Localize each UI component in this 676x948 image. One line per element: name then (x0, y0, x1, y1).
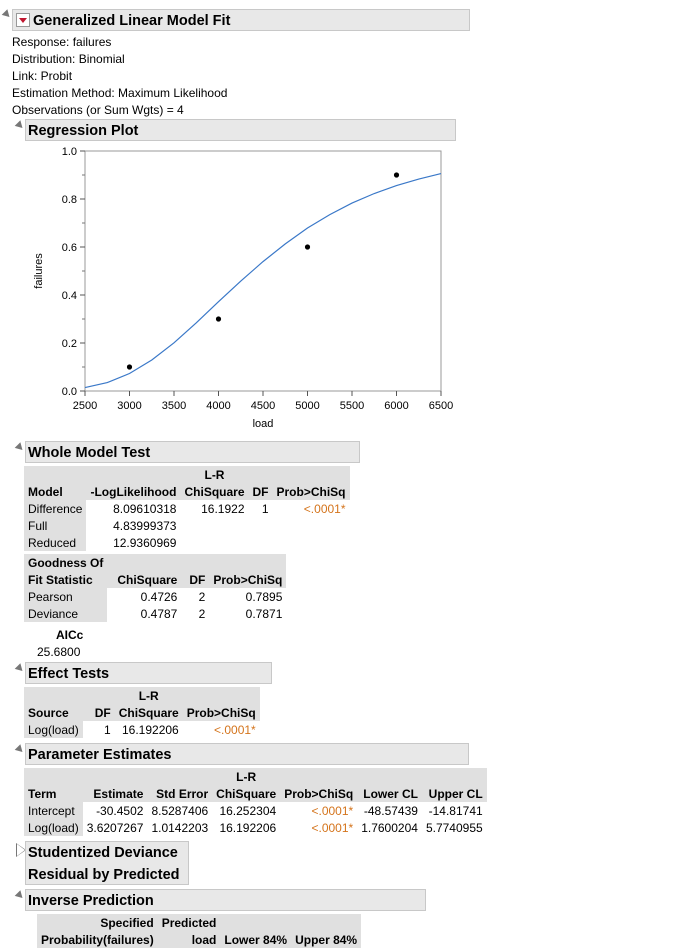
row-label: Deviance (24, 605, 107, 622)
cell-pvalue: <.0001* (303, 501, 346, 516)
studentized-title-line1: Studentized Deviance (28, 845, 178, 861)
col-chisq: ChiSquare (107, 571, 181, 588)
cell-pvalue: <.0001* (214, 722, 256, 737)
info-distribution: Distribution: Binomial (12, 52, 125, 66)
col-chisq: ChiSquare (115, 704, 183, 721)
y-tick-label: 0.2 (61, 338, 77, 350)
cell: 3.6207267 (86, 820, 144, 835)
row-label: Log(load) (24, 819, 83, 836)
col-df: DF (181, 571, 209, 588)
regression-plot (0, 140, 476, 435)
cell: 5.7740955 (425, 820, 483, 835)
table-row (24, 802, 487, 819)
row-label: Full (24, 517, 86, 534)
data-point (216, 316, 221, 321)
table-row (24, 500, 350, 517)
disclosure-open-icon[interactable] (2, 9, 13, 20)
parameter-estimates-header[interactable] (25, 743, 469, 765)
cell: 1 (104, 722, 111, 737)
cell: 0.4726 (140, 589, 178, 604)
col-df: DF (83, 704, 115, 721)
goodness-of-fit-table (24, 554, 286, 622)
y-tick-label: 0.8 (61, 194, 77, 206)
aicc-label: AICc (56, 628, 84, 642)
regression-plot-header[interactable] (25, 119, 456, 141)
lr-header: L-R (115, 687, 183, 704)
col-upper: Upper 84% (291, 931, 361, 948)
whole-model-table (24, 466, 350, 551)
cell: 0.4787 (140, 606, 178, 621)
x-tick-label: 5500 (339, 400, 365, 412)
disclosure-open-icon[interactable] (15, 890, 26, 901)
aicc-value: 25.6800 (37, 645, 81, 659)
col-fit-statistic: Fit Statistic (24, 571, 107, 588)
x-tick-label: 5000 (295, 400, 320, 412)
cell: 16.1922 (201, 501, 245, 516)
whole-model-test-header[interactable] (25, 441, 360, 463)
cell: 1.0142203 (151, 820, 209, 835)
col-model: Model (24, 483, 86, 500)
y-tick-label: 0.4 (61, 290, 77, 302)
x-tick-label: 4500 (250, 400, 276, 412)
disclosure-open-icon[interactable] (15, 744, 26, 755)
disclosure-open-icon[interactable] (15, 120, 26, 131)
inverse-prediction-table (37, 914, 361, 948)
cell: 16.192206 (121, 722, 179, 737)
table-row (24, 517, 350, 534)
row-label: Intercept (24, 802, 83, 819)
info-response: Response: failures (12, 35, 112, 49)
x-tick-label: 2500 (72, 400, 98, 412)
cell: 8.09610318 (113, 501, 177, 516)
col-predicted: Predicted (158, 914, 221, 931)
lr-header: L-R (212, 768, 280, 785)
cell: 12.9360969 (113, 535, 177, 550)
studentized-title-line2: Residual by Predicted (28, 867, 180, 883)
col-loglik: -LogLikelihood (86, 483, 180, 500)
disclosure-open-icon[interactable] (15, 442, 26, 453)
col-df: DF (249, 483, 273, 500)
y-tick-label: 0.0 (61, 386, 77, 398)
cell: -14.81741 (428, 803, 483, 818)
disclosure-closed-inner (17, 844, 25, 856)
x-tick-label: 3000 (117, 400, 142, 412)
lr-header: L-R (180, 466, 248, 483)
inverse-prediction-title: Inverse Prediction (28, 893, 154, 909)
table-row (24, 721, 260, 738)
red-triangle-menu-icon[interactable] (16, 13, 30, 27)
parameter-estimates-table (24, 768, 487, 836)
col-prob: Prob>ChiSq (209, 571, 286, 588)
row-label: Pearson (24, 588, 107, 605)
col-estimate: Estimate (83, 785, 148, 802)
effect-tests-table (24, 687, 260, 738)
plot-frame (85, 151, 441, 391)
cell: 0.7895 (245, 589, 283, 604)
col-load: load (158, 931, 221, 948)
info-link: Link: Probit (12, 69, 73, 83)
glm-fit-title: Generalized Linear Model Fit (33, 13, 231, 29)
whole-model-test-title: Whole Model Test (28, 445, 151, 461)
cell: 1.7600204 (361, 820, 418, 835)
regression-plot-svg (0, 140, 476, 435)
glm-fit-header[interactable] (12, 9, 470, 31)
cell: 2 (198, 589, 206, 604)
col-lower: Lower 84% (220, 931, 291, 948)
cell: -48.57439 (363, 803, 418, 818)
cell-pvalue: <.0001* (311, 820, 354, 835)
info-observations: Observations (or Sum Wgts) = 4 (12, 103, 184, 117)
cell: 8.5287406 (151, 803, 209, 818)
studentized-deviance-header[interactable] (25, 841, 189, 885)
table-row (24, 534, 350, 551)
col-lower-cl: Lower CL (357, 785, 422, 802)
x-tick-label: 6000 (384, 400, 409, 412)
inverse-prediction-header[interactable] (25, 889, 426, 911)
col-prob: Prob>ChiSq (280, 785, 357, 802)
col-chisq: ChiSquare (212, 785, 280, 802)
data-point (127, 364, 132, 369)
disclosure-open-icon[interactable] (15, 663, 26, 674)
cell: 1 (261, 501, 269, 516)
cell: 16.252304 (219, 803, 277, 818)
y-tick-label: 0.6 (61, 242, 77, 254)
row-label: Reduced (24, 534, 86, 551)
cell-pvalue: <.0001* (311, 803, 354, 818)
col-prob: Prob>ChiSq (273, 483, 350, 500)
data-point (305, 244, 310, 249)
table-row (24, 588, 286, 605)
cell: 4.83999373 (113, 518, 177, 533)
row-label: Log(load) (24, 721, 83, 738)
parameter-estimates-title: Parameter Estimates (28, 747, 172, 763)
x-tick-label: 4000 (206, 400, 231, 412)
gof-header-top: Goodness Of (24, 554, 107, 571)
y-tick-label: 1.0 (61, 146, 77, 158)
regression-plot-title: Regression Plot (28, 123, 139, 139)
y-axis-label: failures (33, 253, 45, 289)
x-tick-label: 3500 (161, 400, 187, 412)
x-tick-label: 6500 (428, 400, 454, 412)
col-probability: Probability(failures) (37, 931, 158, 948)
col-specified: Specified (37, 914, 158, 931)
col-term: Term (24, 785, 83, 802)
cell: 2 (198, 606, 206, 621)
col-std-error: Std Error (147, 785, 212, 802)
x-axis-label: load (252, 418, 274, 430)
cell: 16.192206 (219, 820, 277, 835)
table-row (24, 605, 286, 622)
data-point (394, 172, 399, 177)
info-estimation-method: Estimation Method: Maximum Likelihood (12, 86, 228, 100)
col-upper-cl: Upper CL (422, 785, 487, 802)
col-prob: Prob>ChiSq (183, 704, 260, 721)
col-source: Source (24, 704, 83, 721)
cell: 0.7871 (245, 606, 283, 621)
col-chisq: ChiSquare (180, 483, 248, 500)
effect-tests-header[interactable] (25, 662, 272, 684)
row-label: Difference (24, 500, 86, 517)
table-row (24, 819, 487, 836)
cell: -30.4502 (96, 803, 144, 818)
effect-tests-title: Effect Tests (28, 666, 110, 682)
